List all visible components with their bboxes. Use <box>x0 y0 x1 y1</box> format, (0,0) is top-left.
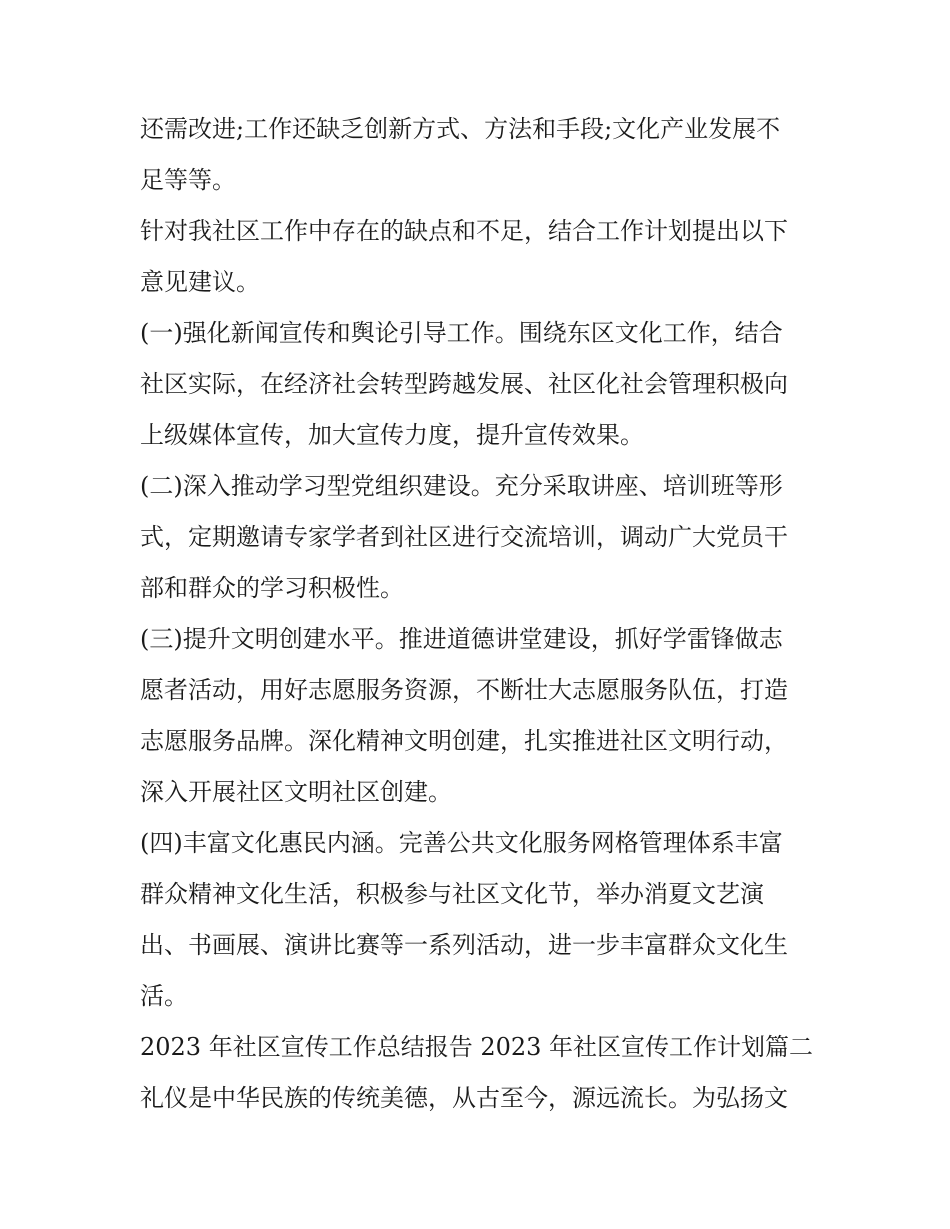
text-line: 社区实际，在经济社会转型跨越发展、社区化社会管理积极向 <box>140 370 788 398</box>
text-line: (二)深入推动学习型党组织建设。充分采取讲座、培训班等形 <box>140 472 783 500</box>
text-line: (四)丰富文化惠民内涵。完善公共文化服务网格管理体系丰富 <box>140 829 783 857</box>
text-line: 愿者活动，用好志愿服务资源，不断壮大志愿服务队伍，打造 <box>140 676 788 704</box>
text-line: 2023 年社区宣传工作总结报告 2023 年社区宣传工作计划篇二 <box>140 1033 814 1061</box>
text-line: 部和群众的学习积极性。 <box>140 574 404 602</box>
text-line: 志愿服务品牌。深化精神文明创建，扎实推进社区文明行动， <box>140 727 788 755</box>
text-line: 出、书画展、演讲比赛等一系列活动，进一步丰富群众文化生 <box>140 931 788 959</box>
text-line: 还需改进;工作还缺乏创新方式、方法和手段;文化产业发展不 <box>140 115 781 143</box>
text-line: 礼仪是中华民族的传统美德，从古至今，源远流长。为弘扬文 <box>140 1084 788 1112</box>
text-line: 群众精神文化生活，积极参与社区文化节，举办消夏文艺演 <box>140 880 764 908</box>
text-line: 式，定期邀请专家学者到社区进行交流培训，调动广大党员干 <box>140 523 788 551</box>
text-line: (一)强化新闻宣传和舆论引导工作。围绕东区文化工作，结合 <box>140 319 783 347</box>
text-line: 针对我社区工作中存在的缺点和不足，结合工作计划提出以下 <box>140 217 788 245</box>
document-body <box>140 104 820 1124</box>
text-line: 活。 <box>140 982 188 1010</box>
text-line: 意见建议。 <box>140 268 260 296</box>
text-line: 上级媒体宣传，加大宣传力度，提升宣传效果。 <box>140 421 644 449</box>
text-line: 足等等。 <box>140 166 236 194</box>
text-line: 深入开展社区文明社区创建。 <box>140 778 452 806</box>
text-line: (三)提升文明创建水平。推进道德讲堂建设，抓好学雷锋做志 <box>140 625 783 653</box>
